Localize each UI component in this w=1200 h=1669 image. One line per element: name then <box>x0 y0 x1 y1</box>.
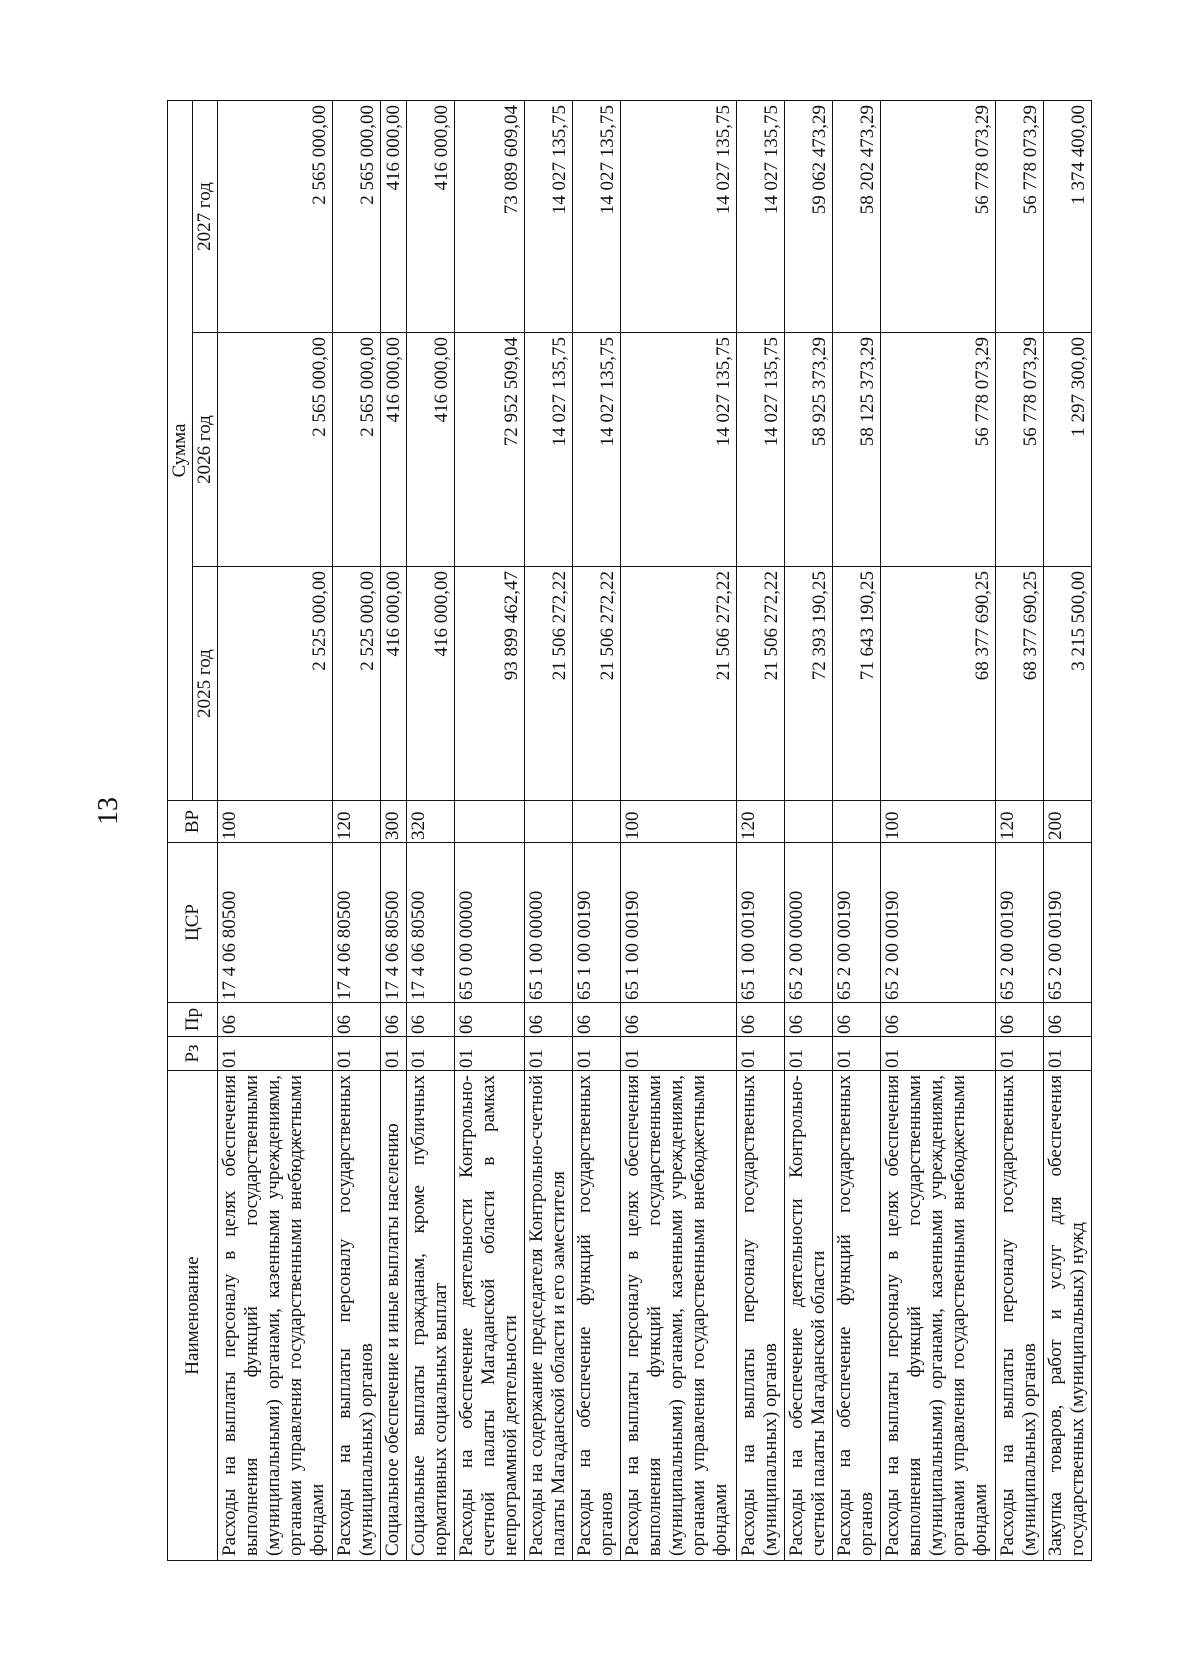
row-csr: 65 2 00 00190 <box>1043 843 1091 1003</box>
table-row <box>573 101 621 1561</box>
row-sum-2026: 416 000,00 <box>381 333 407 567</box>
row-rz: 01 <box>454 1037 524 1071</box>
row-sum-2027: 14 027 135,75 <box>736 101 784 333</box>
row-vr: 100 <box>880 801 995 843</box>
row-rz: 01 <box>525 1037 573 1071</box>
row-sum-2027: 56 778 073,29 <box>880 101 995 333</box>
row-sum-2027: 56 778 073,29 <box>995 101 1043 333</box>
row-name: Расходы на выплаты персоналу государственных (муниципальных) органов <box>736 1071 784 1561</box>
row-sum-2027: 14 027 135,75 <box>525 101 573 333</box>
row-sum-2027: 416 000,00 <box>406 101 454 333</box>
table-container <box>167 101 1092 1561</box>
row-sum-2026: 58 925 373,29 <box>784 333 832 567</box>
row-rz: 01 <box>832 1037 880 1071</box>
row-vr: 200 <box>1043 801 1091 843</box>
table-row <box>995 101 1043 1561</box>
table-row <box>832 101 880 1561</box>
row-pr: 06 <box>995 1003 1043 1037</box>
row-rz: 01 <box>621 1037 736 1071</box>
row-csr: 65 2 00 00190 <box>832 843 880 1003</box>
budget-table <box>167 100 1092 1561</box>
header-csr: ЦСР <box>168 843 218 1003</box>
row-name: Расходы на обеспечение функций государственных органов <box>573 1071 621 1561</box>
table-row <box>880 101 995 1561</box>
row-sum-2027: 2 565 000,00 <box>333 101 381 333</box>
row-name: Закупка товаров, работ и услуг для обеспечения государственных (муниципальных) нужд <box>1043 1071 1091 1561</box>
row-sum-2025: 68 377 690,25 <box>995 567 1043 801</box>
row-pr: 06 <box>218 1003 333 1037</box>
row-pr: 06 <box>880 1003 995 1037</box>
row-vr: 320 <box>406 801 454 843</box>
row-sum-2026: 2 565 000,00 <box>218 333 333 567</box>
rotated-page <box>167 101 1092 1561</box>
row-sum-2025: 416 000,00 <box>381 567 407 801</box>
row-pr: 06 <box>381 1003 407 1037</box>
row-sum-2025: 68 377 690,25 <box>880 567 995 801</box>
row-sum-2026: 14 027 135,75 <box>621 333 736 567</box>
row-csr: 17 4 06 80500 <box>333 843 381 1003</box>
row-sum-2026: 2 565 000,00 <box>333 333 381 567</box>
row-sum-2027: 59 062 473,29 <box>784 101 832 333</box>
row-vr: 120 <box>736 801 784 843</box>
row-name: Расходы на выплаты персоналу в целях обеспечения выполнения функций государственными (муниципальными) органами, казенными учреждениями, органами управления государственными внебюджетными фондами <box>218 1071 333 1561</box>
header-pr: Пр <box>168 1003 218 1037</box>
row-pr: 06 <box>573 1003 621 1037</box>
header-year-2025: 2025 год <box>193 567 218 801</box>
row-name: Расходы на выплаты персоналу в целях обеспечения выполнения функций государственными (муниципальными) органами, казенными учреждениями, органами управления государственными внебюджетными фондами <box>621 1071 736 1561</box>
row-sum-2025: 71 643 190,25 <box>832 567 880 801</box>
header-name: Наименование <box>168 1071 218 1561</box>
table-row <box>381 101 407 1561</box>
table-row <box>736 101 784 1561</box>
table-row <box>454 101 524 1561</box>
row-csr: 65 2 00 00190 <box>995 843 1043 1003</box>
row-sum-2025: 2 525 000,00 <box>218 567 333 801</box>
row-vr: 100 <box>218 801 333 843</box>
row-sum-2027: 73 089 609,04 <box>454 101 524 333</box>
row-rz: 01 <box>406 1037 454 1071</box>
row-rz: 01 <box>784 1037 832 1071</box>
row-sum-2026: 416 000,00 <box>406 333 454 567</box>
row-name: Расходы на обеспечение функций государственных органов <box>832 1071 880 1561</box>
row-sum-2027: 14 027 135,75 <box>573 101 621 333</box>
row-sum-2026: 72 952 509,04 <box>454 333 524 567</box>
row-sum-2027: 58 202 473,29 <box>832 101 880 333</box>
header-sum: Сумма <box>168 101 193 801</box>
row-rz: 01 <box>218 1037 333 1071</box>
row-vr <box>454 801 524 843</box>
row-pr: 06 <box>784 1003 832 1037</box>
row-rz: 01 <box>880 1037 995 1071</box>
row-rz: 01 <box>736 1037 784 1071</box>
page-number: 13 <box>93 797 124 825</box>
header-year-2027: 2027 год <box>193 101 218 333</box>
row-sum-2025: 21 506 272,22 <box>736 567 784 801</box>
table-row <box>621 101 736 1561</box>
row-sum-2025: 416 000,00 <box>406 567 454 801</box>
row-sum-2026: 56 778 073,29 <box>880 333 995 567</box>
row-pr: 06 <box>621 1003 736 1037</box>
row-sum-2026: 1 297 300,00 <box>1043 333 1091 567</box>
row-sum-2026: 14 027 135,75 <box>573 333 621 567</box>
row-sum-2025: 2 525 000,00 <box>333 567 381 801</box>
row-csr: 65 1 00 00190 <box>621 843 736 1003</box>
table-row <box>218 101 333 1561</box>
row-sum-2026: 14 027 135,75 <box>736 333 784 567</box>
row-rz: 01 <box>995 1037 1043 1071</box>
row-pr: 06 <box>736 1003 784 1037</box>
row-csr: 65 0 00 00000 <box>454 843 524 1003</box>
row-csr: 65 2 00 00000 <box>784 843 832 1003</box>
row-sum-2025: 3 215 500,00 <box>1043 567 1091 801</box>
row-sum-2025: 21 506 272,22 <box>573 567 621 801</box>
row-pr: 06 <box>454 1003 524 1037</box>
header-year-2026: 2026 год <box>193 333 218 567</box>
row-sum-2026: 56 778 073,29 <box>995 333 1043 567</box>
row-name: Расходы на содержание председателя Контрольно-счетной палаты Магаданской области и его заместителя <box>525 1071 573 1561</box>
row-sum-2027: 14 027 135,75 <box>621 101 736 333</box>
row-csr: 17 4 06 80500 <box>218 843 333 1003</box>
row-name: Расходы на выплаты персоналу государственных (муниципальных) органов <box>333 1071 381 1561</box>
table-row <box>406 101 454 1561</box>
row-rz: 01 <box>333 1037 381 1071</box>
row-name: Расходы на выплаты персоналу государственных (муниципальных) органов <box>995 1071 1043 1561</box>
row-vr <box>525 801 573 843</box>
row-sum-2026: 14 027 135,75 <box>525 333 573 567</box>
row-pr: 06 <box>1043 1003 1091 1037</box>
table-row <box>525 101 573 1561</box>
row-vr: 120 <box>995 801 1043 843</box>
row-sum-2027: 1 374 400,00 <box>1043 101 1091 333</box>
row-vr: 300 <box>381 801 407 843</box>
row-sum-2026: 58 125 373,29 <box>832 333 880 567</box>
row-pr: 06 <box>525 1003 573 1037</box>
row-name: Социальные выплаты гражданам, кроме публичных нормативных социальных выплат <box>406 1071 454 1561</box>
table-row <box>1043 101 1091 1561</box>
table-row <box>784 101 832 1561</box>
row-pr: 06 <box>333 1003 381 1037</box>
header-rz: Рз <box>168 1037 218 1071</box>
row-csr: 17 4 06 80500 <box>406 843 454 1003</box>
row-name: Социальное обеспечение и иные выплаты населению <box>381 1071 407 1561</box>
row-csr: 65 1 00 00000 <box>525 843 573 1003</box>
row-vr <box>573 801 621 843</box>
row-pr: 06 <box>406 1003 454 1037</box>
table-row <box>333 101 381 1561</box>
row-rz: 01 <box>381 1037 407 1071</box>
row-sum-2025: 72 393 190,25 <box>784 567 832 801</box>
row-csr: 65 2 00 00190 <box>880 843 995 1003</box>
row-rz: 01 <box>1043 1037 1091 1071</box>
row-name: Расходы на обеспечение деятельности Контрольно-счетной палаты Магаданской области в рамках непрограммной деятельности <box>454 1071 524 1561</box>
row-sum-2025: 21 506 272,22 <box>525 567 573 801</box>
row-vr <box>832 801 880 843</box>
row-vr: 120 <box>333 801 381 843</box>
row-name: Расходы на обеспечение деятельности Контрольно-счетной палаты Магаданской области <box>784 1071 832 1561</box>
row-rz: 01 <box>573 1037 621 1071</box>
row-csr: 65 1 00 00190 <box>573 843 621 1003</box>
row-name: Расходы на выплаты персоналу в целях обеспечения выполнения функций государственными (муниципальными) органами, казенными учреждениями, органами управления государственными внебюджетными фондами <box>880 1071 995 1561</box>
row-csr: 17 4 06 80500 <box>381 843 407 1003</box>
row-pr: 06 <box>832 1003 880 1037</box>
row-vr: 100 <box>621 801 736 843</box>
header-vr: ВР <box>168 801 218 843</box>
header-row-1 <box>168 101 193 1561</box>
row-csr: 65 1 00 00190 <box>736 843 784 1003</box>
row-sum-2027: 2 565 000,00 <box>218 101 333 333</box>
row-sum-2027: 416 000,00 <box>381 101 407 333</box>
row-sum-2025: 93 899 462,47 <box>454 567 524 801</box>
row-sum-2025: 21 506 272,22 <box>621 567 736 801</box>
row-vr <box>784 801 832 843</box>
